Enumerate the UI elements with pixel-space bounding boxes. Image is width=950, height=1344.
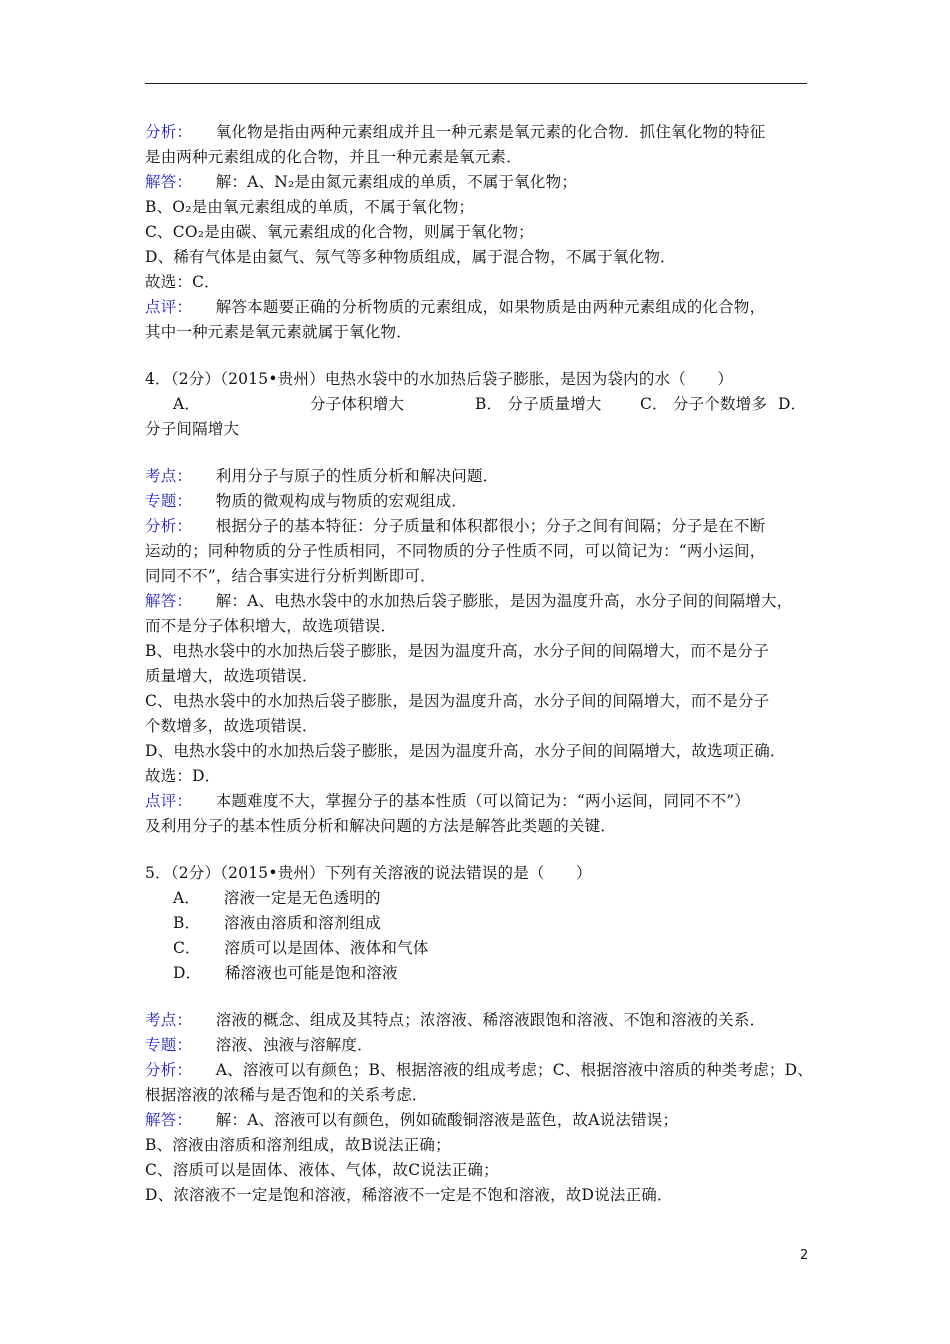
q4-option-d-letter: D． — [778, 395, 807, 413]
q4-analysis-line-1: 分析： 根据分子的基本特征：分子质量和体积都很小；分子之间有间隔；分子是在不断 — [145, 517, 766, 535]
q4-comment-line-2: 及利用分子的基本性质分析和解决问题的方法是解答此类题的关键． — [145, 817, 617, 835]
q3-answer-line-4: D、稀有气体是由氦气、氖气等多种物质组成，属于混合物，不属于氧化物． — [145, 248, 676, 266]
q4-answer-line-1: 解答： 解：A、电热水袋中的水加热后袋子膨胀，是因为温度升高，水分子间的间隔增大， — [145, 592, 793, 610]
document-body — [145, 120, 820, 1208]
analysis-label: 分析： — [145, 517, 193, 535]
q4-answer-line-4: 质量增大，故选项错误． — [145, 667, 318, 685]
q4-option-a-letter: A． — [173, 395, 201, 413]
q3-comment-line-1: 点评： 解答本题要正确的分析物质的元素组成，如果物质是由两种元素组成的化合物， — [145, 298, 766, 316]
q3-answer-line-3: C、CO₂是由碳、氧元素组成的化合物，则属于氧化物； — [145, 223, 534, 241]
q4-options-row — [145, 392, 820, 417]
q5-stem: 5．（2分）（2015•贵州）下列有关溶液的说法错误的是（ ） — [145, 864, 592, 882]
q4-option-d: 分子间隔增大 — [145, 420, 240, 438]
q4-stem: 4．（2分）（2015•贵州）电热水袋中的水加热后袋子膨胀，是因为袋内的水（ ） — [145, 370, 734, 388]
analysis-label: 分析： — [145, 123, 193, 141]
q5-zhuanti: 专题： 溶液、浊液与溶解度． — [145, 1036, 373, 1054]
q5-option-a: A． 溶液一定是无色透明的 — [173, 889, 381, 907]
q4-analysis-line-3: 同同不不”，结合事实进行分析判断即可． — [145, 567, 436, 585]
q5-analysis-line-1: 分析： A、溶液可以有颜色；B、根据溶液的组成考虑；C、根据溶液中溶质的种类考虑；D、 — [145, 1061, 813, 1079]
header-rule — [145, 83, 807, 84]
answer-label: 解答： — [145, 173, 193, 191]
q4-analysis-line-2: 运动的；同种物质的分子性质相同，不同物质的分子性质不同，可以简记为：“两小运间， — [145, 542, 766, 560]
q4-answer-line-3: B、电热水袋中的水加热后袋子膨胀，是因为温度升高，水分子间的间隔增大，而不是分子 — [145, 642, 769, 660]
answer-label: 解答： — [145, 592, 193, 610]
q5-answer-line-3: C、溶质可以是固体、液体、气体，故C说法正确； — [145, 1161, 499, 1179]
q4-answer-line-8: 故选：D． — [145, 767, 221, 785]
q4-option-a: 分子体积增大 — [310, 395, 405, 413]
comment-label: 点评： — [145, 792, 193, 810]
q5-answer-line-1: 解答： 解：A、溶液可以有颜色，例如硫酸铜溶液是蓝色，故A说法错误； — [145, 1111, 679, 1129]
q3-answer-line-1: 解答： 解：A、N₂是由氮元素组成的单质，不属于氧化物； — [145, 173, 578, 191]
analysis-label: 分析： — [145, 1061, 193, 1079]
answer-label: 解答： — [145, 1111, 193, 1129]
q4-comment-line-1: 点评： 本题难度不大，掌握分子的基本性质（可以简记为：“两小运间，同同不不”） — [145, 792, 751, 810]
q3-answer-line-2: B、O₂是由氧元素组成的单质，不属于氧化物； — [145, 198, 475, 216]
q5-option-b: B． 溶液由溶质和溶剂组成 — [173, 914, 381, 932]
kaodian-label: 考点： — [145, 1011, 193, 1029]
q3-analysis-line-2: 是由两种元素组成的化合物，并且一种元素是氧元素． — [145, 148, 522, 166]
q5-option-d: D． 稀溶液也可能是饱和溶液 — [173, 964, 398, 982]
q4-option-b: B． 分子质量增大 — [475, 395, 602, 413]
q4-option-c: C． 分子个数增多 — [640, 395, 768, 413]
q4-answer-line-7: D、电热水袋中的水加热后袋子膨胀，是因为温度升高，水分子间的间隔增大，故选项正确． — [145, 742, 786, 760]
q5-answer-line-2: B、溶液由溶质和溶剂组成，故B说法正确； — [145, 1136, 451, 1154]
q3-analysis-line-1: 分析： 氧化物是指由两种元素组成并且一种元素是氧元素的化合物．抓住氧化物的特征 — [145, 123, 766, 141]
q5-analysis-line-2: 根据溶液的浓稀与是否饱和的关系考虑． — [145, 1086, 428, 1104]
zhuanti-label: 专题： — [145, 1036, 193, 1054]
q5-kaodian: 考点： 溶液的概念、组成及其特点；浓溶液、稀溶液跟饱和溶液、不饱和溶液的关系． — [145, 1011, 766, 1029]
comment-label: 点评： — [145, 298, 193, 316]
page-number: 2 — [800, 1248, 809, 1263]
q4-answer-line-2: 而不是分子体积增大，故选项错误． — [145, 617, 397, 635]
q4-answer-line-6: 个数增多，故选项错误． — [145, 717, 318, 735]
q4-zhuanti: 专题： 物质的微观构成与物质的宏观组成． — [145, 492, 467, 510]
q4-kaodian: 考点： 利用分子与原子的性质分析和解决问题． — [145, 467, 499, 485]
q5-answer-line-4: D、浓溶液不一定是饱和溶液，稀溶液不一定是不饱和溶液，故D说法正确． — [145, 1186, 673, 1204]
q3-answer-line-5: 故选：C． — [145, 273, 220, 291]
q4-answer-line-5: C、电热水袋中的水加热后袋子膨胀，是因为温度升高，水分子间的间隔增大，而不是分子 — [145, 692, 770, 710]
kaodian-label: 考点： — [145, 467, 193, 485]
q3-comment-line-2: 其中一种元素是氧元素就属于氧化物． — [145, 323, 412, 341]
zhuanti-label: 专题： — [145, 492, 193, 510]
q5-option-c: C． 溶质可以是固体、液体和气体 — [173, 939, 429, 957]
